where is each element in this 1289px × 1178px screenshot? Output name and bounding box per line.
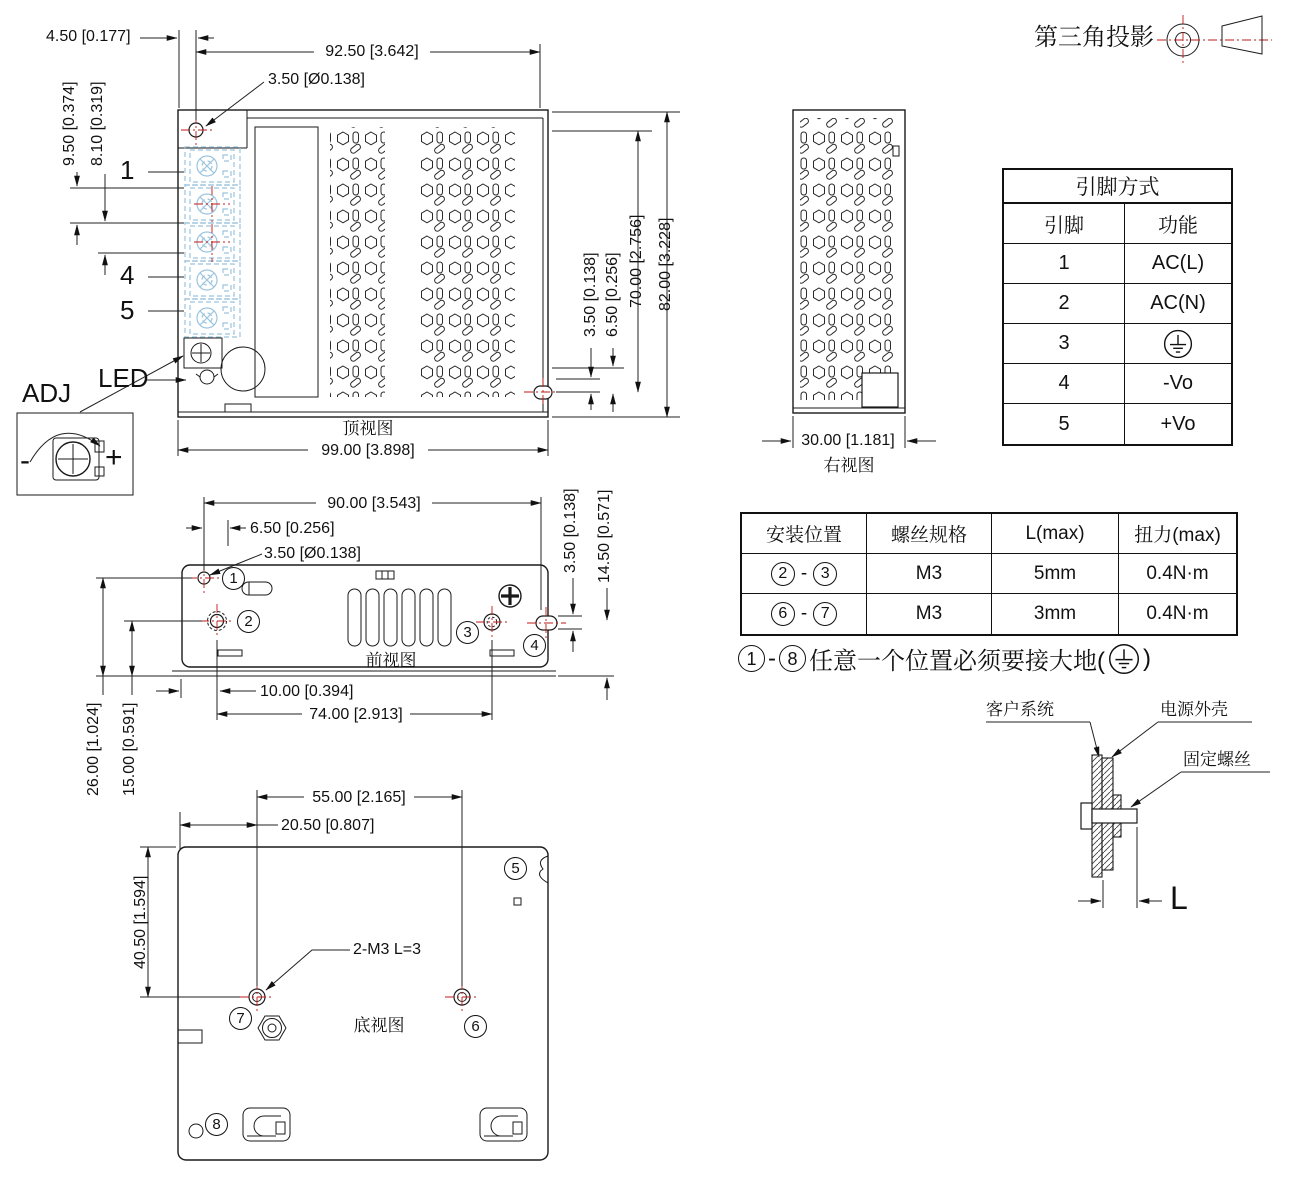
dim-top-hole-span: 92.50 [3.642] <box>314 43 430 61</box>
dim-front-650: 6.50 [0.256] <box>250 520 335 537</box>
range-dash: - <box>800 603 808 624</box>
right-view-drawing <box>762 110 936 448</box>
table-row <box>742 554 1236 594</box>
top-view-drawing <box>178 110 562 417</box>
pin-table-header <box>1004 204 1231 244</box>
header-position: 安装位置 <box>742 514 867 553</box>
adj-minus-label: - <box>20 444 30 477</box>
dim-front-90: 90.00 [3.543] <box>316 495 432 513</box>
pin-table-title: 引脚方式 <box>1004 170 1231 204</box>
mount-point-6-mark: 6 <box>464 1015 487 1038</box>
bottom-screw-callout: 2-M3 L=3 <box>353 941 422 958</box>
table-row <box>1004 324 1231 364</box>
screw-detail-screw-label: 固定螺丝 <box>1183 750 1251 769</box>
bottom-view-title: 底视图 <box>353 1016 405 1035</box>
mounting-table-header <box>742 514 1236 554</box>
grounding-note <box>738 641 1151 676</box>
table-row <box>1004 284 1231 324</box>
dim-front-hole: 3.50 [Ø0.138] <box>264 545 361 562</box>
position-range <box>742 554 867 593</box>
screw-spec-cell: M3 <box>867 594 992 634</box>
led-label: LED <box>98 363 149 393</box>
pin-table-col-fn: 功能 <box>1158 215 1198 237</box>
fn-cell: -Vo <box>1162 372 1194 394</box>
mount-point-7-mark: 7 <box>229 1007 252 1030</box>
l-max-cell: 5mm <box>992 554 1119 593</box>
grounding-note-close: ) <box>1143 644 1151 672</box>
torque-cell: 0.4N·m <box>1146 562 1209 584</box>
third-angle-projection-symbol <box>1157 15 1272 65</box>
table-row <box>742 594 1236 634</box>
dim-top-v2: 8.10 [0.319] <box>88 81 106 167</box>
pin-cell: 3 <box>1004 324 1125 363</box>
mount-point-1-mark: 1 <box>222 567 245 590</box>
screw-detail-chassis-label: 电源外壳 <box>1160 700 1228 719</box>
dim-top-r82: 82.00 [3.228] <box>656 217 674 311</box>
dim-bottom-2050: 20.50 [0.807] <box>281 817 375 834</box>
dim-bottom-55: 55.00 [2.165] <box>304 789 414 807</box>
dim-front-74: 74.00 [2.913] <box>302 706 410 724</box>
screw-detail-customer-label: 客户系统 <box>986 700 1054 719</box>
screw-detail-l-label: L <box>1170 880 1188 916</box>
screw-spec-cell: M3 <box>867 554 992 593</box>
fn-cell: AC(L) <box>1151 252 1205 274</box>
circled-number: 3 <box>813 562 837 586</box>
circled-number: 7 <box>813 602 837 626</box>
mounting-table <box>740 512 1238 636</box>
ground-symbol-icon <box>1108 643 1140 675</box>
dim-bottom-4050: 40.50 [1.594] <box>131 875 149 969</box>
pin-cell: 4 <box>1004 364 1125 403</box>
pin-table-col-pin: 引脚 <box>1004 204 1125 243</box>
top-view-title: 顶视图 <box>342 419 394 438</box>
grounding-note-text: 任意一个位置必须要接大地( <box>809 648 1105 675</box>
mount-point-3-mark: 3 <box>456 621 479 644</box>
header-l-max: L(max) <box>992 514 1119 553</box>
table-row <box>1004 244 1231 284</box>
front-view-title: 前视图 <box>365 651 417 670</box>
circled-number: 8 <box>779 645 806 672</box>
dim-top-hole-diameter: 3.50 [Ø0.138] <box>268 71 365 88</box>
position-range <box>742 594 867 634</box>
pin-cell: 1 <box>1004 244 1125 283</box>
dim-top-r350: 3.50 [0.138] <box>581 252 599 338</box>
torque-cell: 0.4N·m <box>1146 603 1209 624</box>
header-screw-spec: 螺丝规格 <box>867 514 992 553</box>
circled-number: 2 <box>771 562 795 586</box>
pin-1-label: 1 <box>120 155 135 185</box>
mount-point-8-mark: 8 <box>205 1113 228 1136</box>
header-torque-max: 扭力(max) <box>1134 525 1221 546</box>
dim-top-tab-offset: 4.50 [0.177] <box>46 28 131 45</box>
dim-front-1450: 14.50 [0.571] <box>595 489 613 583</box>
adj-label: ADJ <box>22 378 72 408</box>
right-view-title: 右视图 <box>823 456 875 475</box>
fn-cell: AC(N) <box>1150 292 1206 314</box>
fn-cell: +Vo <box>1160 412 1196 435</box>
dim-front-15: 15.00 [0.591] <box>120 702 138 796</box>
pin-cell: 2 <box>1004 284 1125 323</box>
dim-top-width: 99.00 [3.898] <box>308 442 428 460</box>
adj-plus-label: + <box>105 441 123 474</box>
range-dash: - <box>768 644 776 672</box>
mount-point-4-mark: 4 <box>523 634 546 657</box>
dim-front-350: 3.50 [0.138] <box>561 488 579 574</box>
third-angle-projection-label: 第三角投影 <box>1034 24 1154 51</box>
front-view-dimensions <box>96 497 614 720</box>
pin-cell: 5 <box>1004 404 1125 444</box>
ground-symbol-icon <box>1125 324 1231 363</box>
range-dash: - <box>800 562 808 584</box>
circled-number: 6 <box>771 602 795 626</box>
pin-5-label: 5 <box>120 295 135 325</box>
pin-4-label: 4 <box>120 260 135 290</box>
dim-front-10: 10.00 [0.394] <box>260 683 354 700</box>
table-row <box>1004 364 1231 404</box>
circled-number: 1 <box>738 645 765 672</box>
dim-right-view-depth: 30.00 [1.181] <box>797 432 899 450</box>
mount-point-2-mark: 2 <box>237 610 260 633</box>
l-max-cell: 3mm <box>992 594 1119 634</box>
pin-function-table <box>1002 168 1233 446</box>
dim-front-26: 26.00 [1.024] <box>84 702 102 796</box>
dim-top-r650: 6.50 [0.256] <box>603 252 621 338</box>
mount-point-5-mark: 5 <box>504 857 527 880</box>
dim-top-r70: 70.00 [2.756] <box>627 214 645 308</box>
dim-top-v1: 9.50 [0.374] <box>60 81 78 167</box>
table-row <box>1004 404 1231 444</box>
bottom-view-drawing <box>178 847 548 1160</box>
